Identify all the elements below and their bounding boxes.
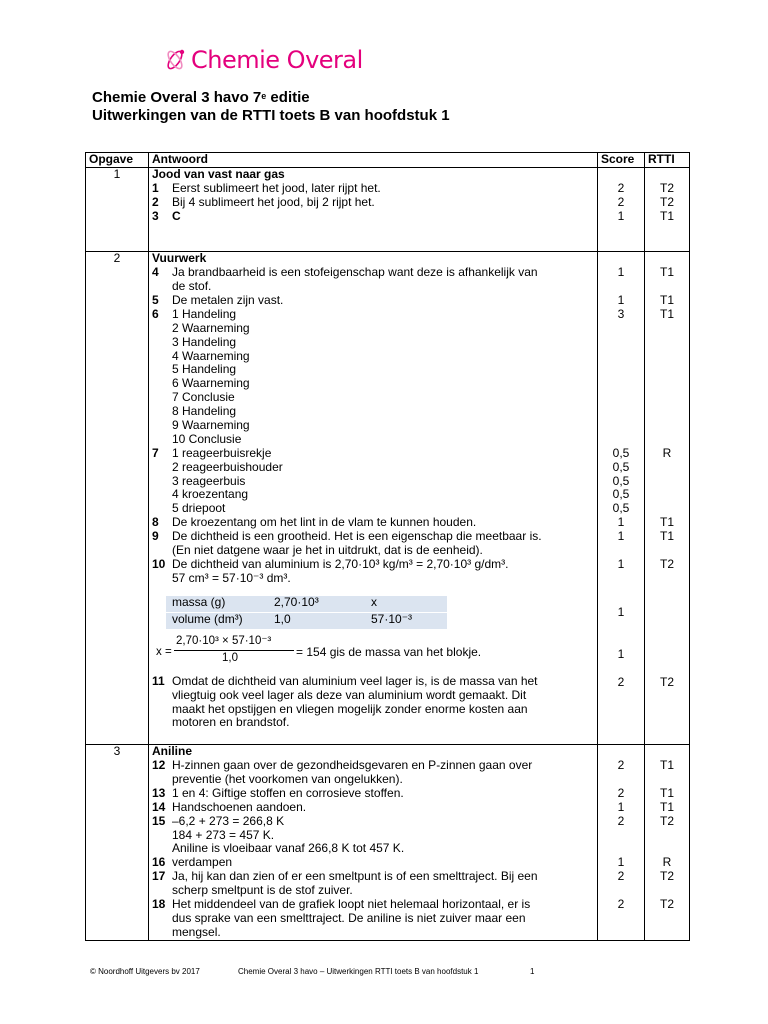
question: 9 De dichtheid is een grootheid. Het is een eigenschap die meetbaar is. bbox=[152, 529, 542, 544]
atom-logo-icon bbox=[163, 44, 189, 76]
mass-formula: x = 2,70·10³ × 57·10⁻³ 1,0 = 154 gis de massa van het blokje. bbox=[156, 634, 482, 664]
footer-document: Chemie Overal 3 havo – Uitwerkingen RTTI toets B van hoofdstuk 1 bbox=[238, 967, 479, 976]
header-score: Score bbox=[598, 153, 645, 168]
document-subtitle: Uitwerkingen van de RTTI toets B van hoofdstuk 1 bbox=[92, 107, 450, 124]
table-row: volume (dm³) 1,0 57·10⁻³ bbox=[166, 612, 447, 629]
question: 14 Handschoenen aandoen. bbox=[152, 799, 307, 814]
footer-copyright: © Noordhoff Uitgevers bv 2017 bbox=[90, 967, 200, 976]
chemie-overal-logo bbox=[163, 42, 363, 78]
section-title: Aniline bbox=[152, 744, 193, 759]
table-header-row bbox=[86, 153, 690, 168]
answers-table bbox=[85, 152, 690, 941]
question: 11 Omdat de dichtheid van aluminium veel lager is, is de massa van het bbox=[152, 673, 538, 688]
footer-page-number: 1 bbox=[530, 967, 535, 976]
opgave-number: 1 bbox=[86, 168, 149, 252]
header-antwoord: Antwoord bbox=[149, 153, 598, 168]
question: 3 C bbox=[152, 208, 181, 223]
rtti-cell: T2 T2 T1 bbox=[645, 168, 690, 252]
table-row bbox=[86, 168, 690, 252]
antwoord-cell bbox=[149, 168, 598, 252]
question: 15 –6,2 + 273 = 266,8 K bbox=[152, 813, 285, 828]
question: 6 1 Handeling bbox=[152, 306, 237, 321]
rtti-cell: T1 T1 T1 T2 R T2 T2 bbox=[645, 745, 690, 940]
table-row bbox=[86, 252, 690, 745]
score-cell: 2 2 1 2 1 2 2 bbox=[598, 745, 645, 940]
question: 2 Bij 4 sublimeert het jood, bij 2 rijpt het. bbox=[152, 194, 375, 209]
antwoord-cell: Aniline 12 H-zinnen gaan over de gezondheidsgevaren en P-zinnen gaan over preventie (het voorkomen van ongelukken). 13 1 en 4: Giftige stoffen en corrosieve stoffen. 14 Handschoenen aandoen. 15 –6,2 + 273 = 266,8 K 184 + 273 = 457 K. Aniline is vloeibaar vanaf 266,8 K tot 457 K. 16 verdampen 17 Ja, hij kan dan zien of er een smeltpunt is of een smelttraject. Bij een scherp smeltpunt is de stof zuiver. 18 Het middendeel van de grafiek loopt niet helemaal horizontaal, er is dus sprake van een smelttraject. De aniline is niet zuiver maar een mengsel. bbox=[149, 745, 598, 940]
question: 16 verdampen bbox=[152, 855, 233, 870]
table-row: massa (g) 2,70·10³ x bbox=[166, 595, 447, 612]
antwoord-cell: Vuurwerk 4 Ja brandbaarheid is een stofeigenschap want deze is afhankelijk van de stof. 5 De metalen zijn vast. 6 1 Handeling 2 Waarneming 3 Handeling 4 Waarneming 5 Handeling 6 Waarneming 7 Conclusie 8 Handeling 9 Waarneming 10 Conclusie 7 1 reageerbuisrekje 2 reageerbuishouder 3 reageerbuis 4 kroezentang 5 driepoot 8 De kroezentang om het lint in de vlam te kunnen houden. 9 De dichtheid is een grootheid. Het is een eigenschap die meetbaar is. (En niet datgene waar je het in uitdrukt, dat is de eenheid). 10 De dichtheid van aluminium is 2,70·10³ kg/m³ = 2,70·10³ g/dm³. 57 cm³ = 57·10⁻³ dm³. massa (g) 2,70·10³ x volume (dm³) 1,0 57·10⁻³ x = 2,70·10³ × 57·10⁻³ 1,0 = 154 gis de massa van het blokje. 11 Omdat de dichtheid van aluminium veel lager is, is de massa van het vliegtuig ook veel lager als deze van aluminium wordt gemaakt. Dit maakt het opstijgen en vliegen mogelijk zonder enorme kosten aan motoren en brandstof. bbox=[149, 252, 598, 745]
question: 18 Het middendeel van de grafiek loopt niet helemaal horizontaal, er is bbox=[152, 896, 531, 911]
question: 17 Ja, hij kan dan zien of er een smeltpunt is of een smelttraject. Bij een bbox=[152, 869, 538, 884]
ratio-table bbox=[166, 595, 447, 629]
document-title: Chemie Overal 3 havo 7e editie bbox=[92, 89, 310, 106]
header-rtti: RTTI bbox=[645, 153, 690, 168]
score-cell: 1 1 3 0,5 0,5 0,5 0,5 0,5 1 1 1 1 1 2 bbox=[598, 252, 645, 745]
question: 5 De metalen zijn vast. bbox=[152, 293, 284, 308]
header-opgave: Opgave bbox=[86, 153, 149, 168]
opgave-number: 2 bbox=[86, 252, 149, 745]
opgave-number: 3 bbox=[86, 745, 149, 940]
score-cell: 2 2 1 bbox=[598, 168, 645, 252]
question: 4 Ja brandbaarheid is een stofeigenschap want deze is afhankelijk van bbox=[152, 265, 538, 280]
question: 12 H-zinnen gaan over de gezondheidsgevaren en P-zinnen gaan over bbox=[152, 758, 533, 773]
question: 1 Eerst sublimeert het jood, later rijpt het. bbox=[152, 180, 381, 195]
rtti-cell: T1 T1 T1 R T1 T1 T2 T2 bbox=[645, 252, 690, 745]
section-title: Jood van vast naar gas bbox=[152, 167, 285, 181]
table-row bbox=[86, 745, 690, 940]
question: 10 De dichtheid van aluminium is 2,70·10³ kg/m³ = 2,70·10³ g/dm³. bbox=[152, 556, 509, 571]
section-title: Vuurwerk bbox=[152, 251, 207, 266]
question: 7 1 reageerbuisrekje bbox=[152, 445, 272, 460]
brand-name: Chemie Overal bbox=[191, 46, 363, 74]
question: 13 1 en 4: Giftige stoffen en corrosieve stoffen. bbox=[152, 785, 404, 800]
question: 8 De kroezentang om het lint in de vlam te kunnen houden. bbox=[152, 515, 477, 530]
